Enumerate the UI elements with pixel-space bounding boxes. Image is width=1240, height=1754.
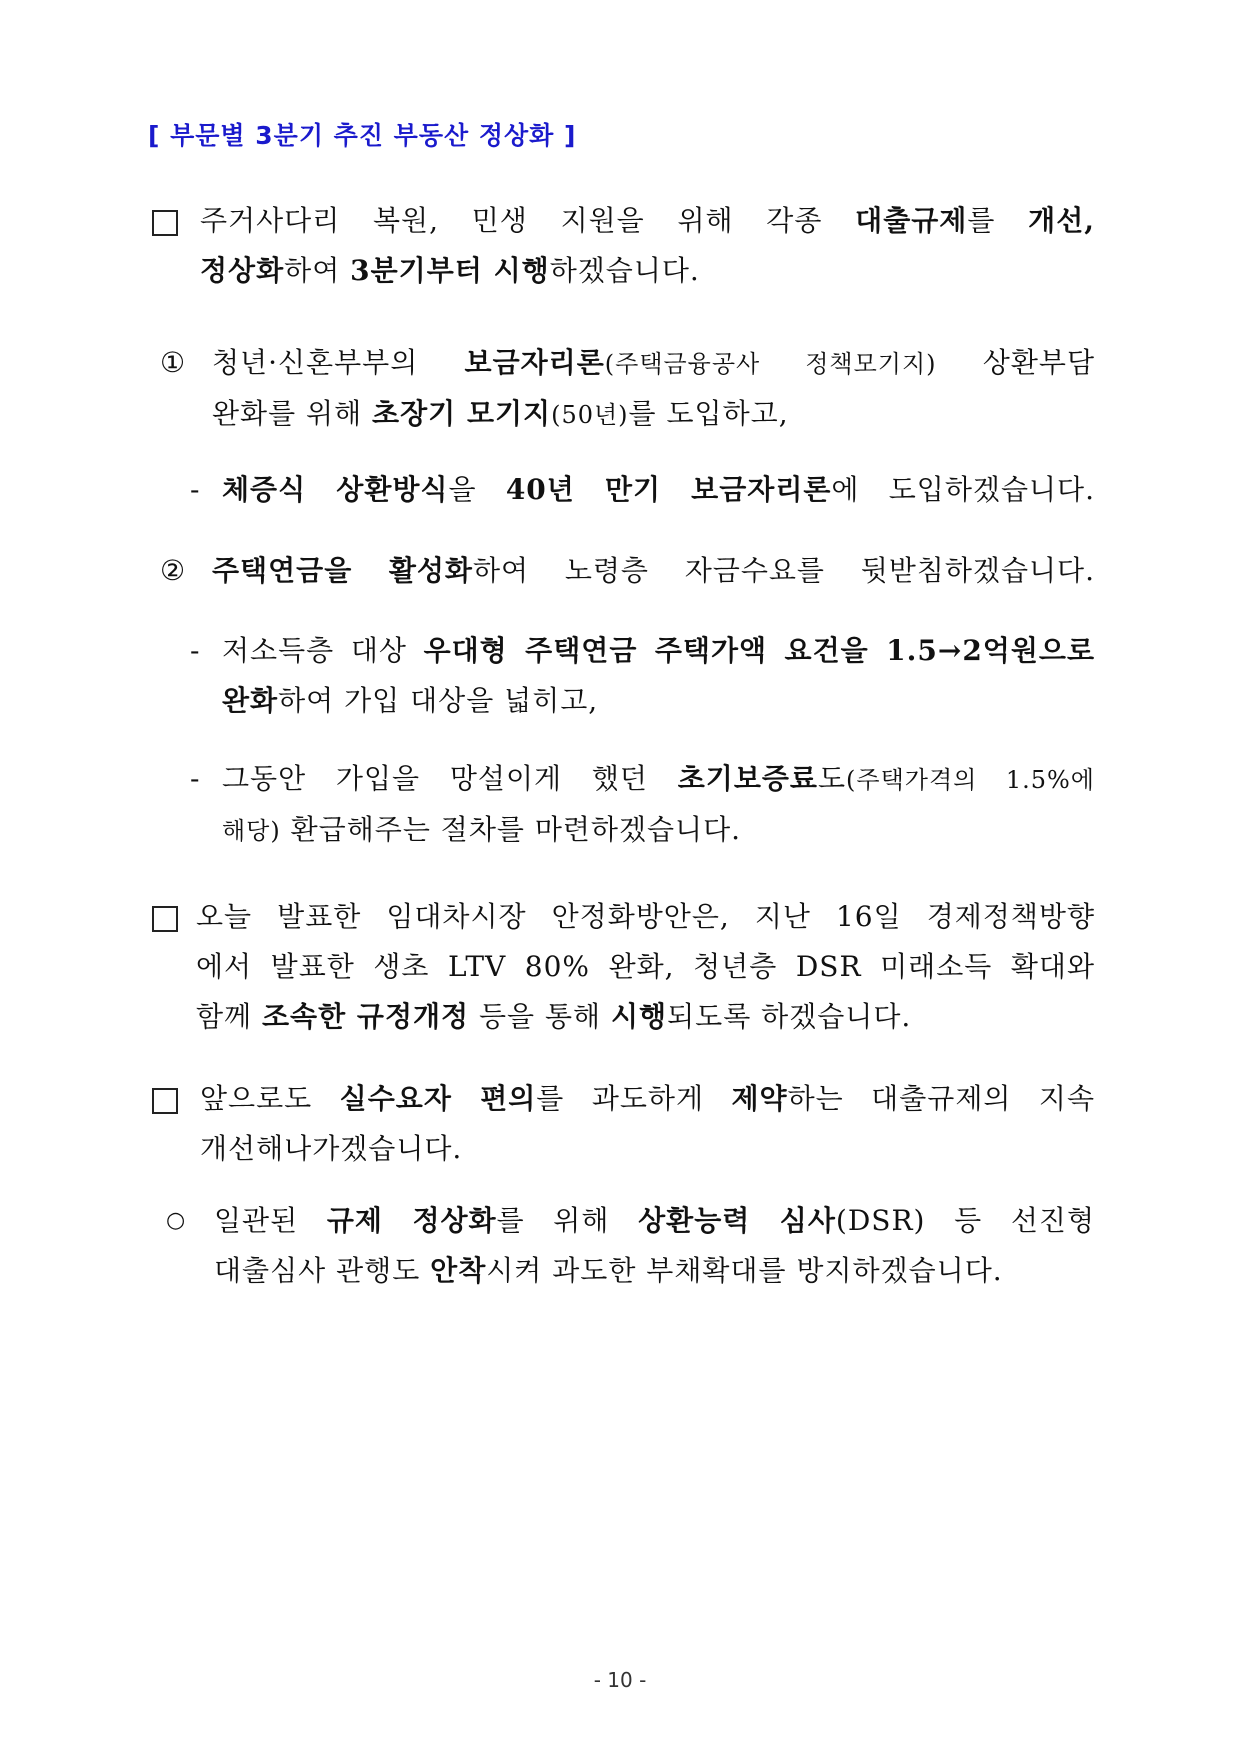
paragraph-line: 완화하여 가입 대상을 넓히고, bbox=[222, 684, 599, 717]
emphasis: 보금자리론 bbox=[464, 346, 605, 379]
emphasis: 초기보증료 bbox=[677, 762, 818, 795]
paragraph-initial-fee-refund bbox=[222, 754, 1095, 856]
checkbox-square-icon bbox=[152, 1088, 178, 1114]
page-number: - 10 - bbox=[593, 1668, 647, 1692]
paragraph-line: 앞으로도 실수요자 편의를 과도하게 제약하는 대출규제의 지속 bbox=[200, 1082, 1095, 1115]
paragraph-housing-pension bbox=[212, 546, 1095, 596]
emphasis: 규제 정상화 bbox=[326, 1204, 497, 1237]
emphasis: 상환능력 심사 bbox=[638, 1204, 836, 1237]
paragraph-line: 주택연금을 활성화하여 노령층 자금수요를 뒷받침하겠습니다. bbox=[212, 554, 1095, 587]
circled-number-1: ① bbox=[160, 346, 186, 379]
circled-number-2: ② bbox=[160, 554, 186, 587]
paragraph-actual-demand bbox=[200, 1074, 1095, 1174]
paragraph-line: 체증식 상환방식을 40년 만기 보금자리론에 도입하겠습니다. bbox=[222, 473, 1095, 506]
paragraph-line: 정상화하여 3분기부터 시행하겠습니다. bbox=[200, 254, 700, 287]
paragraph-line: 에서 발표한 생초 LTV 80% 완화, 청년층 DSR 미래소득 확대와 bbox=[196, 950, 1095, 983]
emphasis: 체증식 상환방식 bbox=[222, 473, 449, 506]
emphasis: 정상화 bbox=[200, 254, 285, 287]
paragraph-line: 개선해나가겠습니다. bbox=[200, 1132, 463, 1165]
circle-bullet: ○ bbox=[166, 1208, 186, 1233]
paragraph-line: 해당) 환급해주는 절차를 마련하겠습니다. bbox=[222, 813, 742, 846]
paragraph-dsr-review bbox=[214, 1196, 1095, 1296]
paragraph-graduated-repayment bbox=[222, 465, 1095, 515]
emphasis: 대출규제 bbox=[855, 204, 968, 237]
paragraph-bogeumjari bbox=[212, 338, 1095, 440]
emphasis: 시행 bbox=[611, 1000, 668, 1033]
section-heading: [ 부문별 3분기 추진 부동산 정상화 ] bbox=[148, 121, 577, 150]
emphasis: 우대형 주택연금 주택가액 요건을 1.5→2억원으로 bbox=[423, 634, 1096, 667]
checkbox-square-icon bbox=[152, 906, 178, 932]
emphasis: 안착 bbox=[430, 1254, 487, 1287]
dash-marker: - bbox=[190, 473, 200, 506]
emphasis: 제약 bbox=[731, 1082, 788, 1115]
paragraph-loan-regulation bbox=[200, 196, 1095, 296]
emphasis: 개선, bbox=[1028, 204, 1095, 237]
emphasis: 주택연금을 활성화 bbox=[212, 554, 473, 587]
emphasis: 조속한 규정개정 bbox=[262, 1000, 470, 1033]
paragraph-line: 일관된 규제 정상화를 위해 상환능력 심사(DSR) 등 선진형 bbox=[214, 1204, 1096, 1237]
emphasis: 3분기부터 시행 bbox=[350, 254, 550, 287]
emphasis: 초장기 모기지 bbox=[372, 397, 552, 430]
dash-marker: - bbox=[190, 762, 200, 795]
emphasis: 실수요자 편의 bbox=[339, 1082, 537, 1115]
paragraph-line: 청년·신혼부부의 보금자리론(주택금융공사 정책모기지) 상환부담 bbox=[212, 346, 1095, 379]
paragraph-line: 그동안 가입을 망설이게 했던 초기보증료도(주택가격의 1.5%에 bbox=[222, 762, 1095, 795]
checkbox-square-icon bbox=[152, 210, 178, 236]
emphasis: 40년 만기 보금자리론 bbox=[505, 473, 832, 506]
paragraph-line: 완화를 위해 초장기 모기지(50년)를 도입하고, bbox=[212, 397, 789, 430]
paragraph-line: 대출심사 관행도 안착시켜 과도한 부채확대를 방지하겠습니다. bbox=[214, 1254, 1003, 1287]
paragraph-rental-market bbox=[196, 892, 1095, 1042]
paragraph-line: 함께 조속한 규정개정 등을 통해 시행되도록 하겠습니다. bbox=[196, 1000, 912, 1033]
paragraph-pension-eligibility bbox=[222, 626, 1095, 726]
emphasis: 완화 bbox=[222, 684, 279, 717]
paragraph-line: 오늘 발표한 임대차시장 안정화방안은, 지난 16일 경제정책방향 bbox=[196, 900, 1095, 933]
paragraph-line: 주거사다리 복원, 민생 지원을 위해 각종 대출규제를 개선, bbox=[200, 204, 1095, 237]
dash-marker: - bbox=[190, 634, 200, 667]
paragraph-line: 저소득층 대상 우대형 주택연금 주택가액 요건을 1.5→2억원으로 bbox=[222, 634, 1096, 667]
